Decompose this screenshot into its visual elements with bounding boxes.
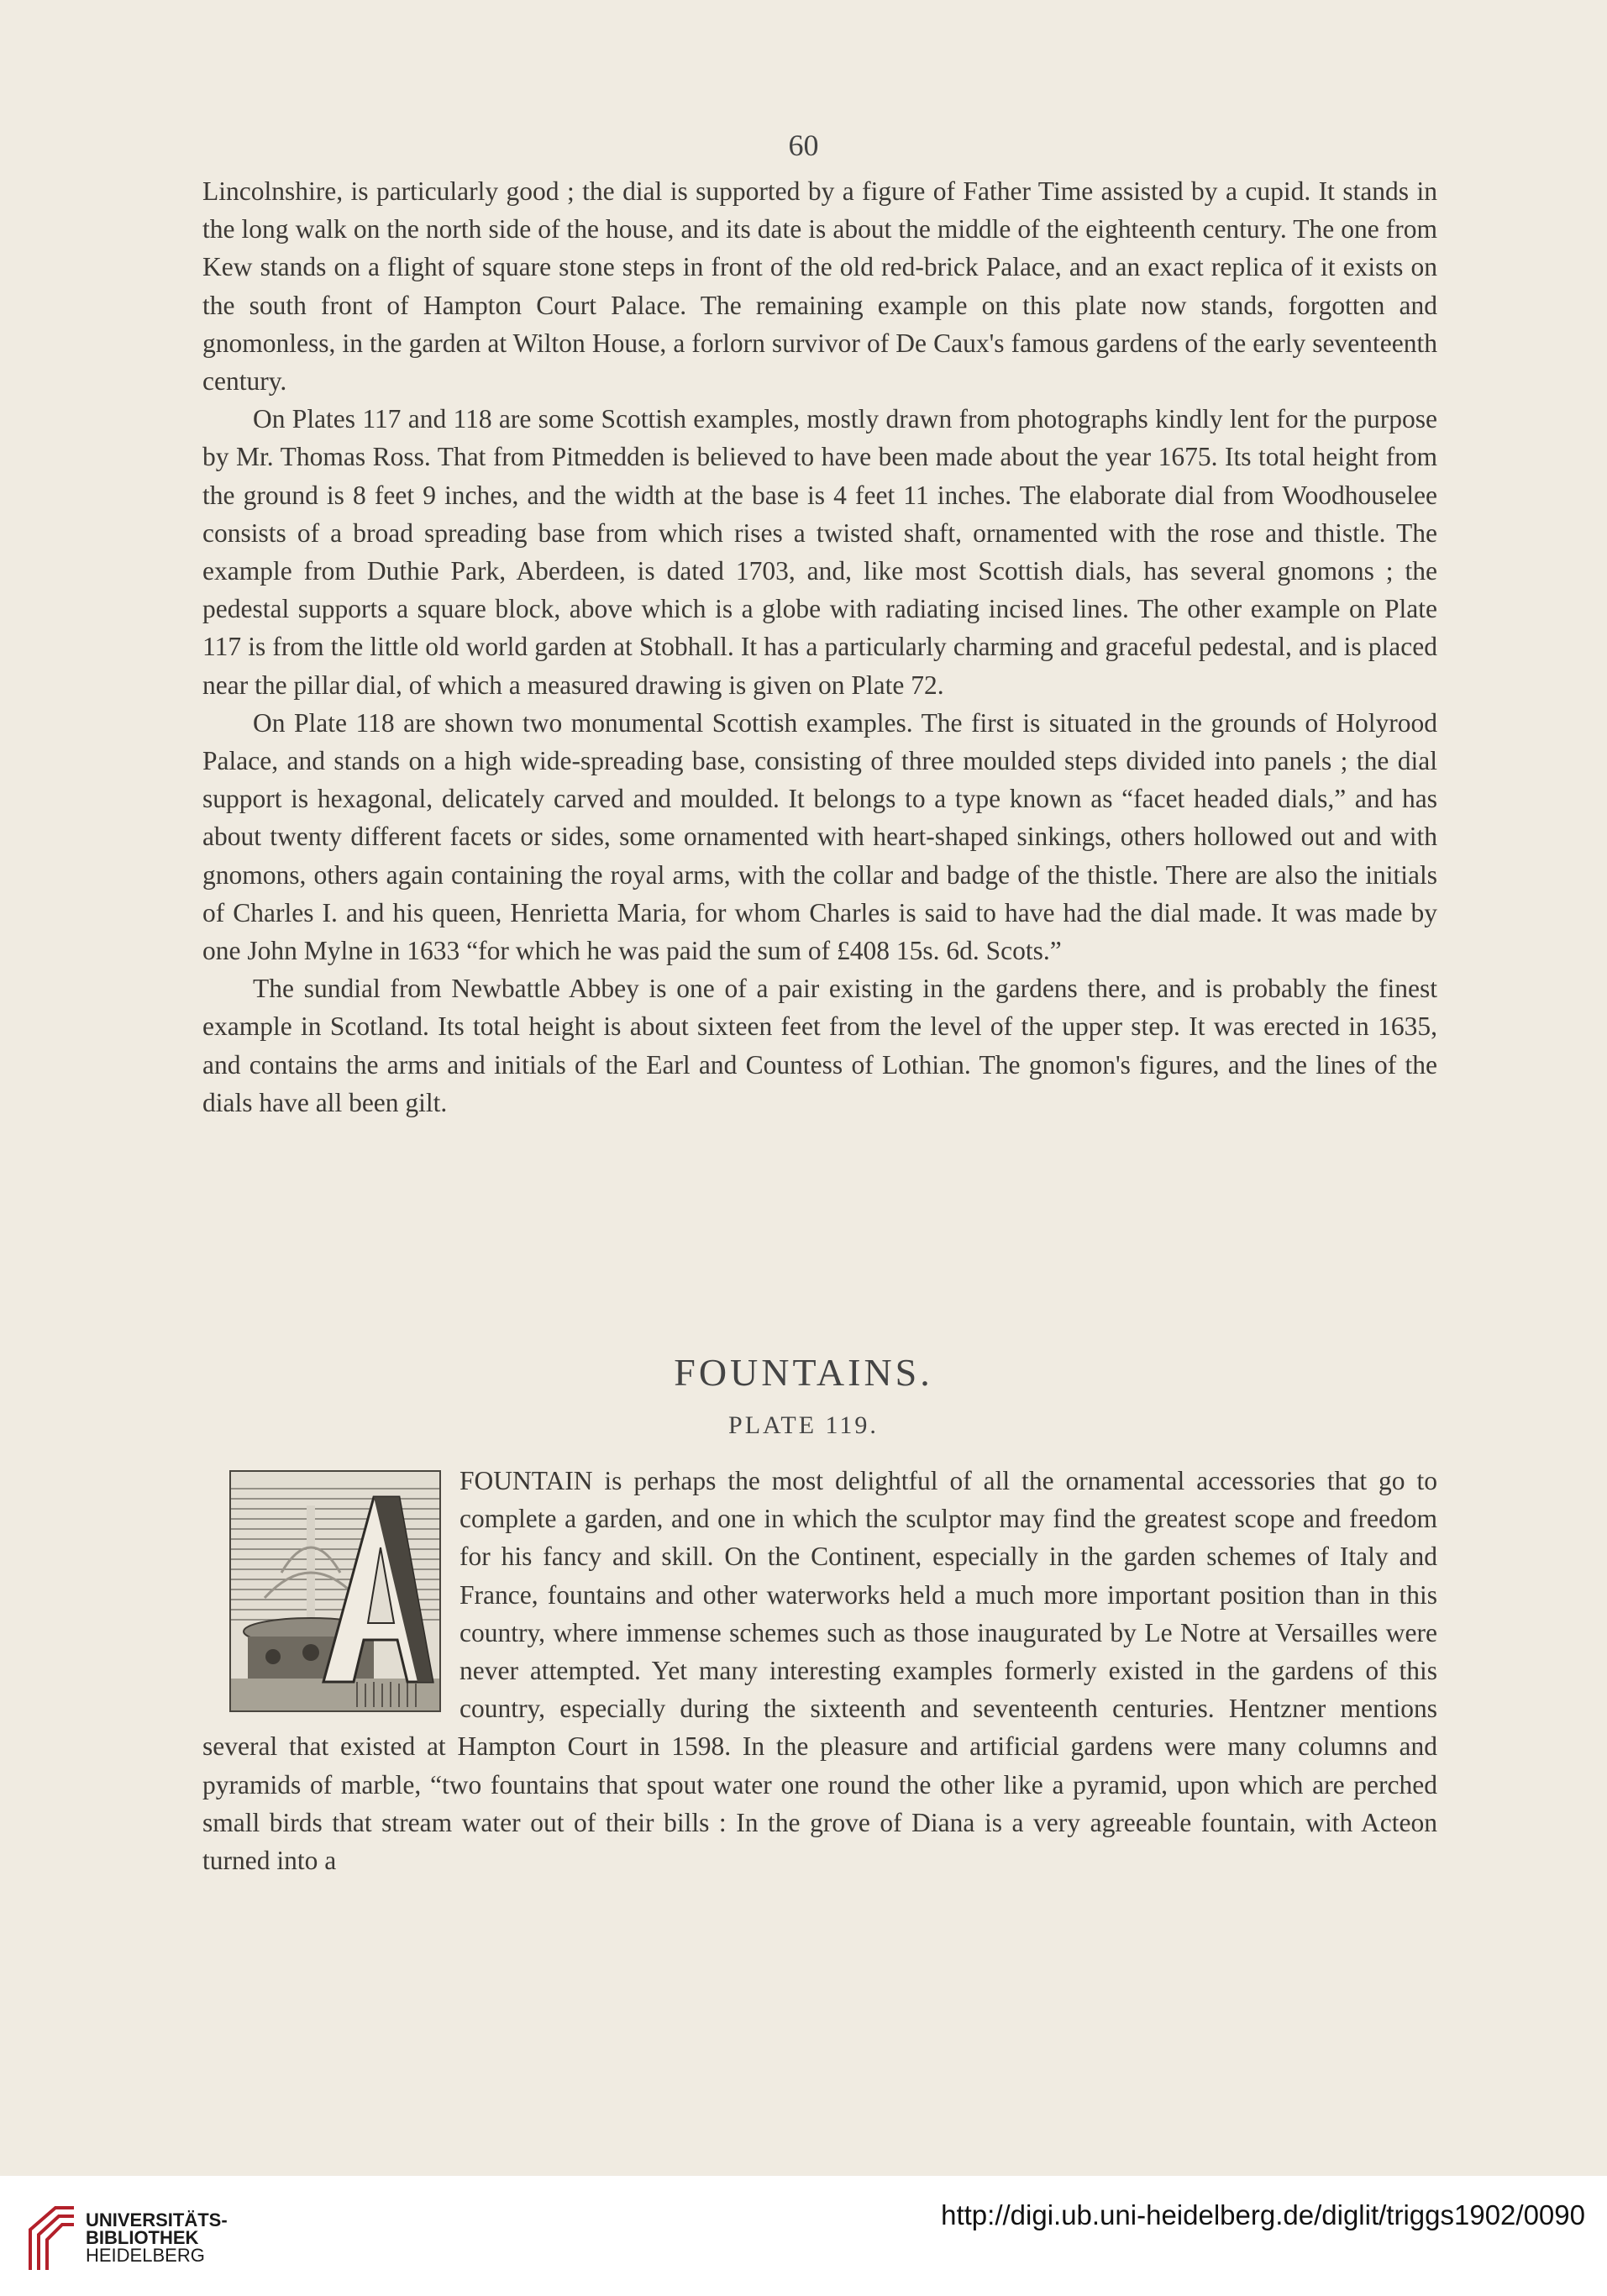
section-title: FOUNTAINS.	[674, 1351, 933, 1394]
plate-reference: PLATE 119.	[728, 1411, 879, 1439]
footer-bar	[0, 2176, 1607, 2296]
library-logo-icon	[22, 2204, 77, 2272]
fountain-dropcap-illustration	[229, 1470, 441, 1712]
paragraph: Lincolnshire, is particularly good ; the dial is supported by a figure of Father Time assisted by a cupid. It stands in the long walk on the north side of the house, and its date is about the middle of the eighteenth century. The one from Kew stands on a flight of square stone steps in front of the old red-brick Palace, and an exact replica of it exists on the south front of Hampton Court Palace. The remaining example on this plate now stands, forgotten and gnomonless, in the garden at Wilton House, a forlorn survivor of De Caux's famous gardens of the early seventeenth century.	[202, 176, 1437, 397]
paragraph: The sundial from Newbattle Abbey is one of a pair existing in the gardens there, and is probably the finest example in Scotland. Its total height is about sixteen feet from the level of the upper step. It was erected in 1635, and contains the arms and initials of the Earl and Countess of Lothian. The gnomon's figures, and the lines of the dials have all been gilt.	[202, 974, 1437, 1117]
paragraph: On Plates 117 and 118 are some Scottish examples, mostly drawn from photographs kindly lent for the purpose by Mr. Thomas Ross. That from Pitmedden is believed to have been made about the year 1675. Its total height from the ground is 8 feet 9 inches, and the width at the base is 4 feet 11 inches. The elaborate dial from Woodhouselee consists of a broad spreading base from which rises a twisted shaft, ornamented with the rose and thistle. The example from Duthie Park, Aberdeen, is dated 1703, and, like most Scottish dials, has several gnomons ; the pedestal supports a square block, above which is a globe with radiating incised lines. The other example on Plate 117 is from the little old world garden at Stobhall. It has a particularly charming and graceful pedestal, and is placed near the pillar dial, of which a measured drawing is given on Plate 72.	[202, 404, 1437, 700]
library-name-line: BIBLIOTHEK	[86, 2227, 199, 2248]
paragraph: On Plate 118 are shown two monumental Scottish examples. The first is situated in the grounds of Holyrood Palace, and stands on a high wide-spreading base, consisting of three moulded steps divided into panels ; the dial support is hexagonal, delicately carved and moulded. It belongs to a type known as “facet headed dials,” and has about twenty different facets or sides, some ornamented with heart-shaped sinkings, others hollowed out and with gnomons, others again containing the royal arms, with the collar and badge of the thistle. There are also the initials of Charles I. and his queen, Henrietta Maria, for whom Charles is said to have had the dial made. It was made by one John Mylne in 1633 “for which he was paid the sum of £408 15s. 6d. Scots.”	[202, 707, 1437, 966]
paragraph: FOUNTAIN is perhaps the most delightful of all the ornamental accessories that go to complete a garden, and one in which the sculptor may find the greatest scope and freedom for his fancy and skill. On the Continent, especially in the garden schemes of Italy and France, fountains and other waterworks held a much more important position than in this country, where immense schemes such as those inaugurated by Le Notre at Versailles were never attempted. Yet many interesting examples formerly existed in the gardens of this country, especially during the sixteenth and seventeenth centuries. Hentzner mentions several that existed at Hampton Court in 1598. In the pleasure and artificial gardens were many columns and pyramids of marble, “two fountains that spout water one round the other like a pyramid, upon which are perched small birds that stream water out of their bills : In the grove of Diana is a very agreeable fountain, with Acteon turned into a	[202, 1466, 1437, 1876]
library-name-line: HEIDELBERG	[86, 2245, 205, 2266]
dropcap-letter: A	[399, 1678, 400, 1679]
body-text-bottom	[202, 1462, 1437, 1879]
body-text-top	[202, 172, 1437, 1122]
library-name-line: UNIVERSITÄTS-	[86, 2209, 228, 2230]
page-number: 60	[788, 129, 819, 162]
fountain-engraving-icon	[231, 1472, 439, 1710]
library-name	[86, 2211, 228, 2264]
source-url-link[interactable]: http://digi.ub.uni-heidelberg.de/diglit/triggs1902/0090	[941, 2199, 1585, 2230]
